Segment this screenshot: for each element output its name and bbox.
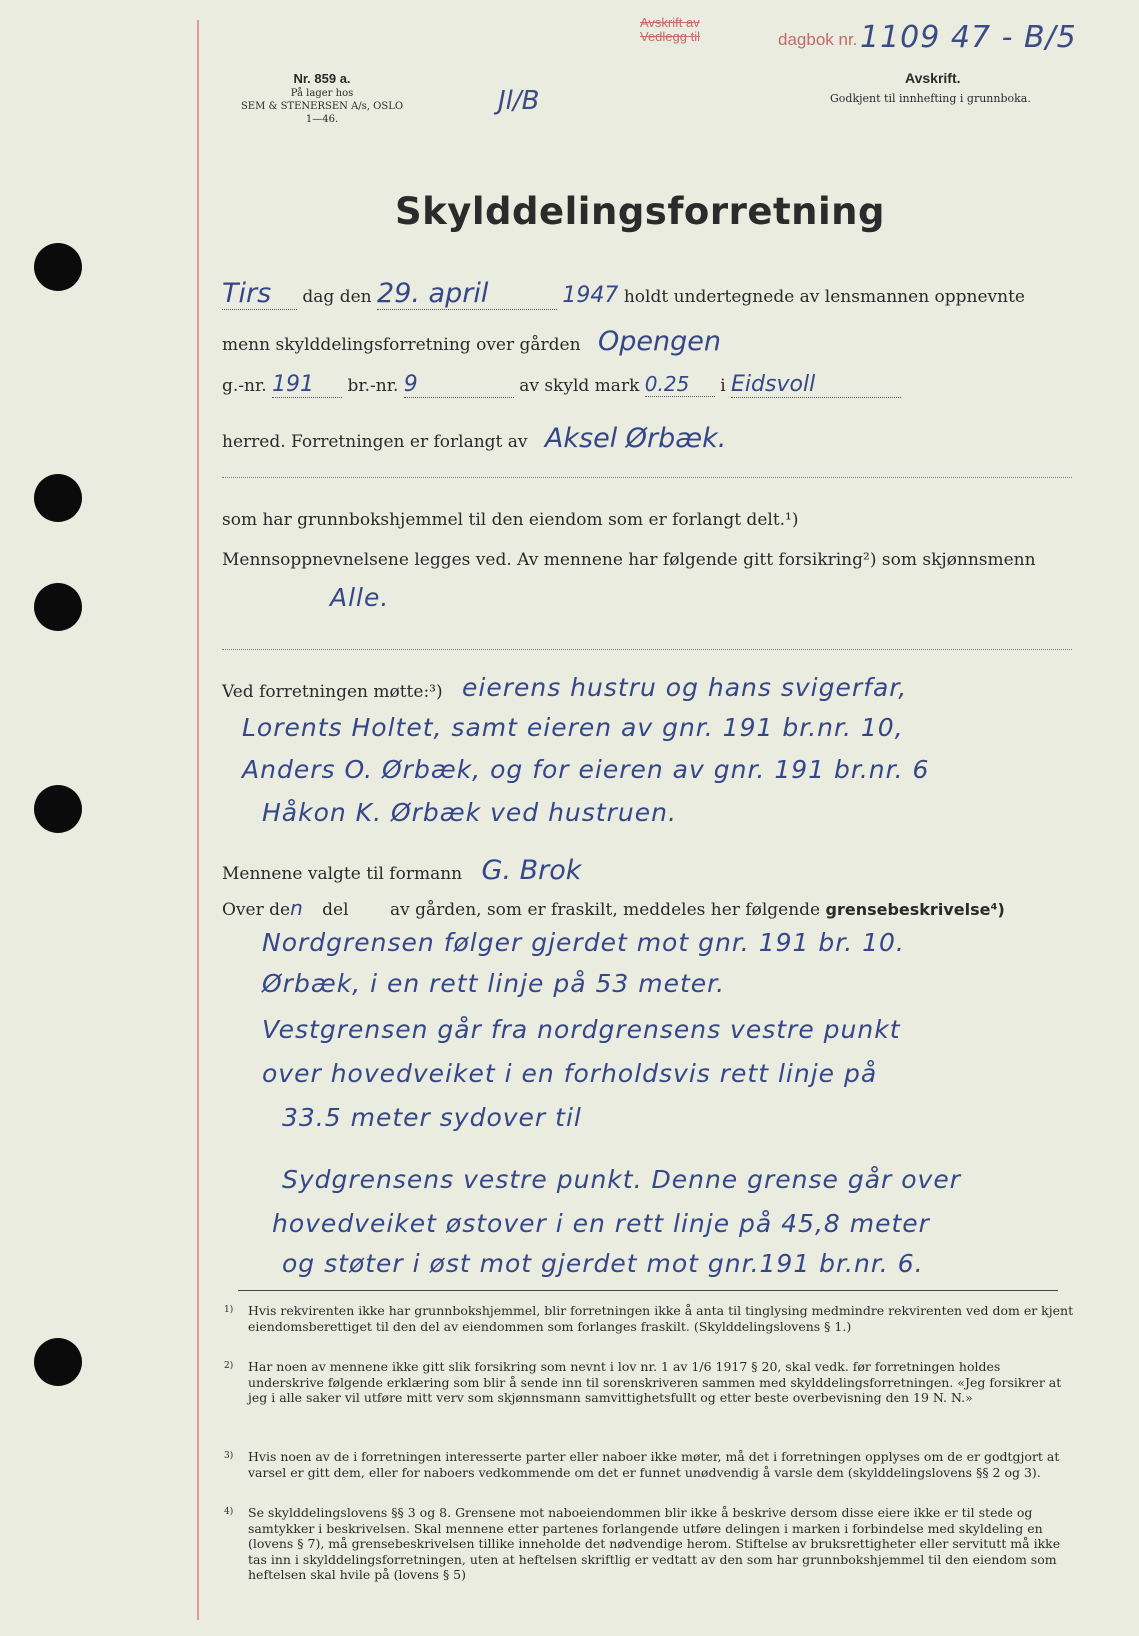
i-label: i [720, 376, 726, 396]
over-line [222, 896, 1005, 920]
mennsoppnevn-line: Mennsoppnevnelsene legges ved. Av mennene har følgende gitt forsikring²) som skjønnsmenn [222, 550, 1036, 570]
stamp-dagbok-label: dagbok nr. [778, 30, 858, 49]
dagbok-number: 1109 47 - B/5 [860, 20, 1077, 55]
document-title: Skylddelingsforretning [395, 190, 885, 233]
registry-stamp [640, 16, 700, 44]
margin-line [197, 20, 199, 1620]
boundary-hand-line: og støter i øst mot gjerdet mot gnr.191 br.nr. 6. [282, 1249, 924, 1278]
attended-hand-line: Anders O. Ørbæk, og for eieren av gnr. 191 br.nr. 6 [242, 755, 930, 784]
avskrift-label: Avskrift. [905, 70, 961, 86]
godkjent-text: Godkjent til innhefting i grunnboka. [830, 92, 1031, 105]
farm-hand: Opengen [597, 326, 721, 357]
boundary-hand-line: Ørbæk, i en rett linje på 53 meter. [262, 969, 726, 998]
formann-label: Mennene valgte til formann [222, 864, 463, 884]
gnr-label: g.-nr. [222, 376, 267, 396]
dotted-line [222, 477, 1072, 478]
municipality-hand: Eidsvoll [731, 372, 901, 398]
brnr-label: br.-nr. [347, 376, 399, 396]
gnr-line [222, 372, 901, 398]
menn-text: menn skylddelingsforretning over gården [222, 335, 581, 355]
footnote-text: Har noen av mennene ikke gitt slik forsikring som nevnt i lov nr. 1 av 1/6 1917 § 20, skal vedk. før forretningen holdes underskrive følgende erklæring som blir å sende inn til sorenskriveren sammen med skylddelingsforretningen. «Jeg forsikrer at jeg i alle saker vil utføre mitt verv som skjønnsmann samvittighetsfullt og etter beste overbevisning den 19 N. N.» [248, 1359, 1062, 1405]
punch-hole [34, 785, 82, 833]
boundary-hand-line: Sydgrensens vestre punkt. Denne grense går over [282, 1165, 962, 1194]
del-label: del [322, 900, 349, 920]
punch-hole [34, 243, 82, 291]
form-info [232, 72, 412, 126]
boundary-hand-line: hovedveiket østover i en rett linje på 45,8 meter [272, 1209, 930, 1238]
punch-hole [34, 583, 82, 631]
skyld-hand: 0.25 [645, 372, 715, 397]
gnr-hand: 191 [272, 372, 342, 398]
footnote-number: 2) [224, 1361, 234, 1371]
footnote [224, 1505, 1078, 1583]
alle-hand: Alle. [330, 583, 390, 612]
boundary-hand-line: Nordgrensen følger gjerdet mot gnr. 191 br. 10. [262, 928, 905, 957]
formann-hand: G. Brok [481, 855, 582, 886]
footnote-text: Se skylddelingslovens §§ 3 og 8. Grensene mot naboeiendommen blir ikke å beskrive dersom disse eiere ikke er til stede og samtykker i beskrivelsen. Skal mennene etter partenes forlangende utføre delingen i marken i forbindelse med skyldeling en (lovens § 7), må grensebeskrivelsen tillike inneholde det nødvendige herom. Stiftelse av bruksrettigheter eller servitutt må ikke tas inn i skylddelingsforretningen, uten at heftelsen skriftlig er vedtatt av den som har grunnbokshjemmel til den eiendom som heftelsen skal hvile på (lovens § 5) [248, 1505, 1061, 1582]
boundary-hand-line: Vestgrensen går fra nordgrensens vestre punkt [262, 1015, 901, 1044]
form-publisher: SEM & STENERSEN A/s, OSLO [240, 101, 404, 112]
grense-label: grensebeskrivelse⁴) [825, 900, 1005, 919]
skyld-label: av skyld mark [519, 376, 640, 396]
holdt-text: holdt undertegnede av lensmannen oppnevnte [623, 287, 1025, 307]
over-hand: n [290, 896, 303, 920]
grunnbok-line: som har grunnbokshjemmel til den eiendom som er forlangt delt.¹) [222, 510, 799, 530]
date-line [222, 278, 1025, 310]
footnote-text: Hvis rekvirenten ikke har grunnbokshjemmel, blir forretningen ikke å anta til tinglysing medmindre rekvirenten ved dom er kjent eiendomsberettiget til den del av eiendommen som forlanges fraskilt. (Skylddelingslovens § 1.) [248, 1303, 1074, 1334]
footnote-number: 3) [224, 1451, 234, 1461]
footnote-number: 1) [224, 1305, 234, 1315]
formann-line [222, 855, 581, 886]
herred-text: herred. Forretningen er forlangt av [222, 432, 528, 452]
boundary-hand-line: 33.5 meter sydover til [282, 1103, 582, 1132]
requester-line [222, 423, 726, 454]
weekday-hand: Tirs [222, 278, 297, 310]
year-hand: 1947 [562, 283, 619, 308]
form-stock: På lager hos [290, 88, 354, 99]
stamp-avskrift-av: Avskrift av [640, 15, 700, 30]
attended-hand-line: Håkon K. Ørbæk ved hustruen. [262, 798, 677, 827]
footnote [224, 1359, 1078, 1406]
footnote [224, 1303, 1078, 1334]
punch-hole [34, 1338, 82, 1386]
requester-hand: Aksel Ørbæk. [544, 423, 727, 454]
over-text: av gården, som er fraskilt, meddeles her følgende [389, 900, 821, 920]
form-date: 1—46. [305, 114, 339, 125]
stamp-vedlegg-til: Vedlegg til [640, 29, 700, 44]
dotted-line [222, 649, 1072, 650]
footnote-separator [238, 1290, 1058, 1291]
form-number: Nr. 859 a. [293, 71, 351, 86]
over-label: Over de [222, 900, 291, 920]
punch-hole [34, 474, 82, 522]
attended-hand-line: Lorents Holtet, samt eieren av gnr. 191 br.nr. 10, [242, 713, 904, 742]
boundary-hand-line: over hovedveiket i en forholdsvis rett linje på [262, 1059, 878, 1088]
attended-hand-line: eierens hustru og hans svigerfar, [462, 673, 908, 702]
footnote [224, 1449, 1078, 1480]
brnr-hand: 9 [404, 372, 514, 398]
farm-line [222, 326, 721, 357]
footnote-text: Hvis noen av de i forretningen interesserte parter eller naboer ikke møter, må det i forretningen opplyses om de er godtgjort at varsel er gitt dem, eller for naboers vedkommende om det er funnet unødvendig å varsle dem (skylddelingslovens §§ 2 og 3). [248, 1449, 1060, 1480]
footnote-number: 4) [224, 1507, 234, 1517]
ved-label: Ved forretningen møtte:³) [222, 682, 443, 702]
initials: Jl/B [498, 86, 540, 116]
day-label: dag den [302, 287, 372, 307]
date-hand: 29. april [377, 278, 557, 310]
